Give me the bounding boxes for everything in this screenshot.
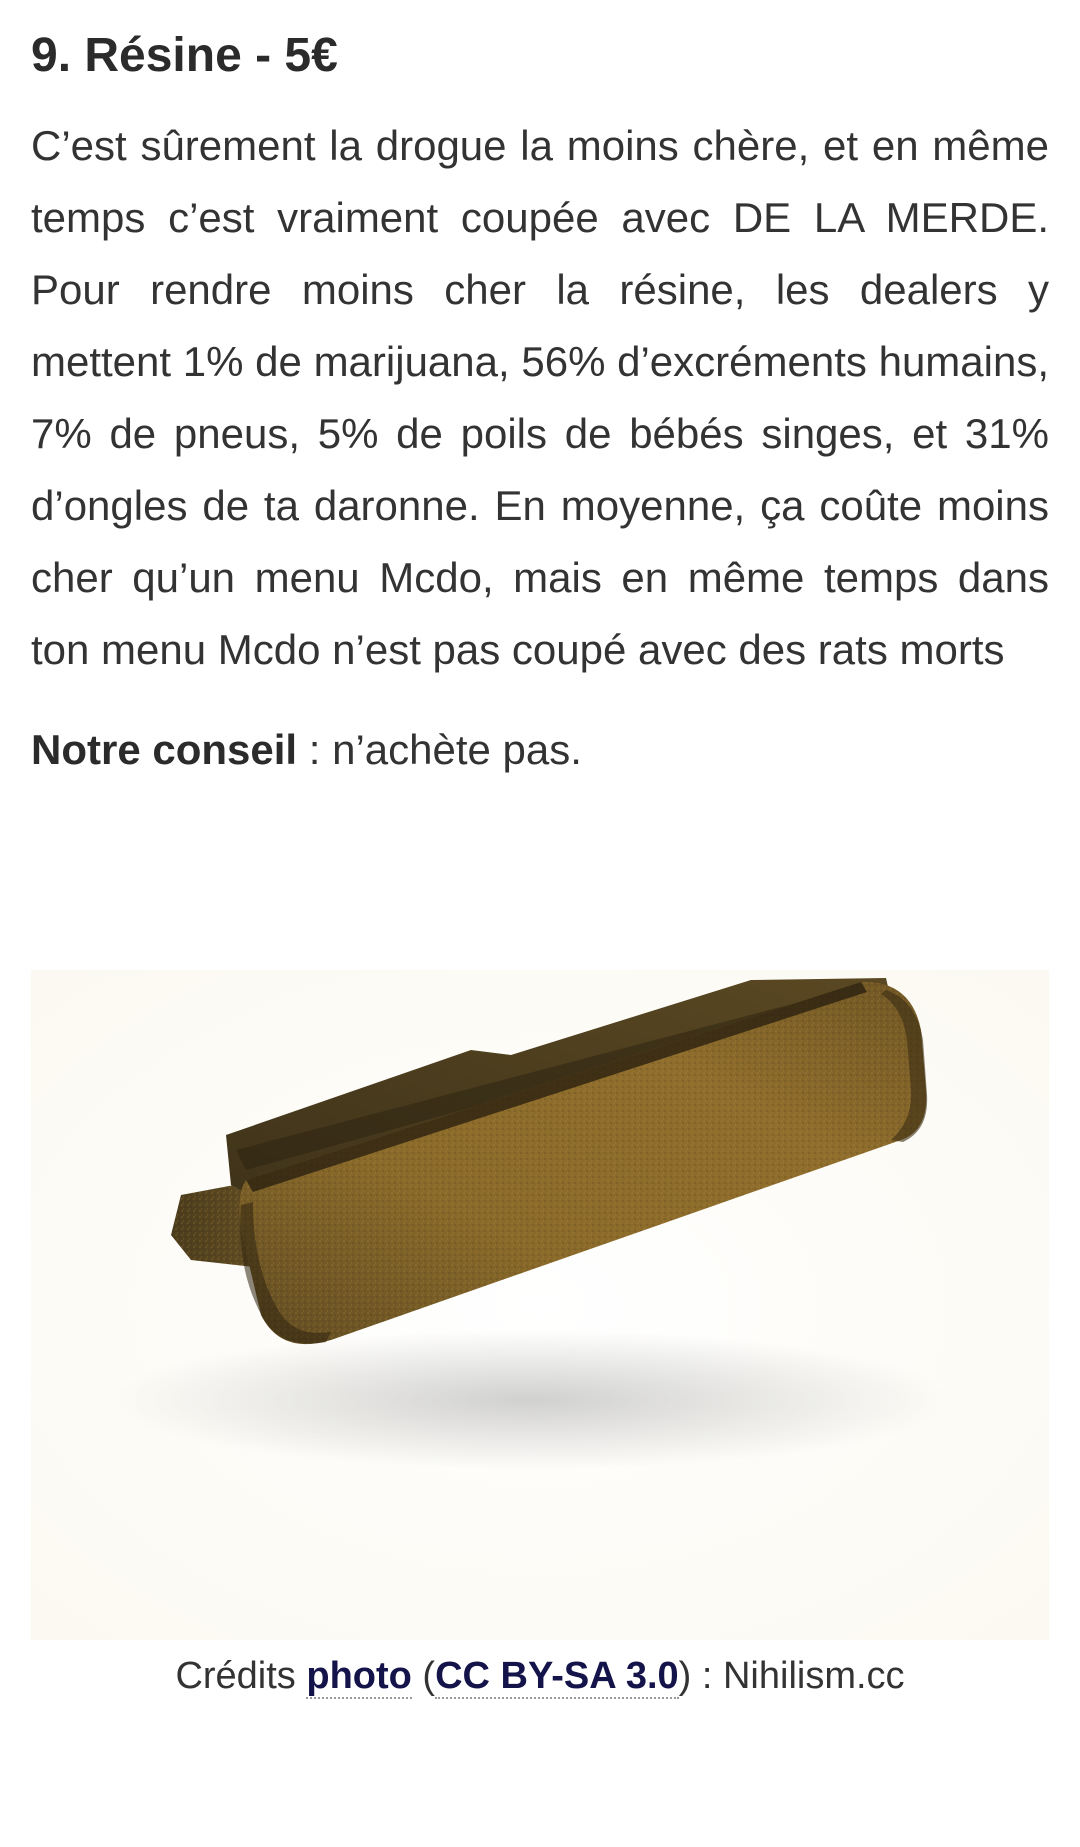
article-section	[31, 20, 1049, 786]
section-paragraph: C’est sûrement la drogue la moins chère, et en même temps c’est vraiment coupée avec DE LA MERDE. Pour rendre moins cher la résine, les dealers y mettent 1% de marijuana, 56% d’excréments humains, 7% de pneus, 5% de poils de bébés singes, et 31% d’ongles de ta daronne. En moyenne, ça coûte moins cher qu’un menu Mcdo, mais en même temps dans ton menu Mcdo n’est pas coupé avec des rats morts	[31, 122, 1049, 673]
advice-line	[31, 714, 1049, 786]
resin-photo-image	[31, 970, 1049, 1640]
credits-prefix: Crédits	[175, 1655, 307, 1697]
license-link[interactable]: CC BY-SA 3.0	[435, 1655, 679, 1697]
credits-open-paren: (	[411, 1655, 436, 1697]
resin-photo	[31, 970, 1049, 1640]
advice-label: Notre conseil	[31, 726, 298, 773]
credits-suffix: ) : Nihilism.cc	[678, 1655, 905, 1697]
photo-credits	[0, 1640, 1080, 1712]
photo-link[interactable]: photo	[306, 1655, 412, 1697]
advice-text: : n’achète pas.	[297, 726, 582, 773]
section-heading: 9. Résine - 5€	[31, 29, 338, 82]
